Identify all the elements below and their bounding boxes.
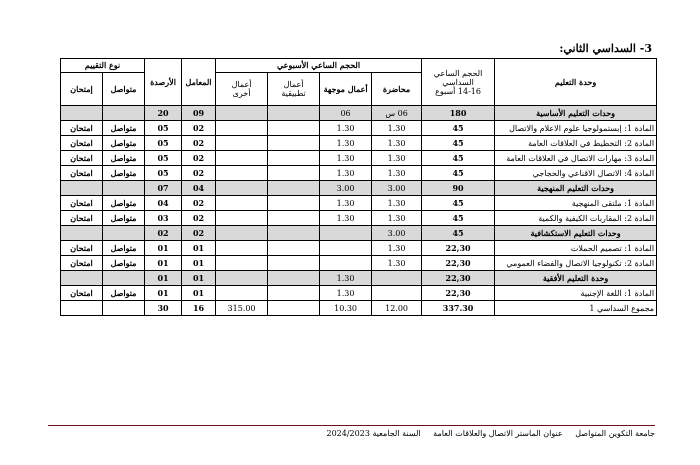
cell-unit: المادة 2: التخطيط في العلاقات العامة [495, 136, 657, 151]
cell-credits: 01 [145, 241, 182, 256]
cell-exam: امتحان [61, 241, 103, 256]
cell-credits: 20 [145, 106, 182, 121]
cell-practical [268, 121, 320, 136]
table-group-row [61, 226, 657, 241]
cell-unit: المادة 1: إبستمولوجيا علوم الاعلام والاتصال [495, 121, 657, 136]
table-row [61, 151, 657, 166]
cell-other [216, 121, 268, 136]
cell-exam: امتحان [61, 166, 103, 181]
cell-lecture: 1.30 [372, 256, 422, 271]
cell-exam [61, 301, 103, 316]
cell-coef: 02 [182, 211, 216, 226]
cell-practical [268, 196, 320, 211]
table-group-row [61, 271, 657, 286]
footer [326, 429, 655, 438]
cell-credits: 05 [145, 151, 182, 166]
cell-cont: متواصل [103, 136, 145, 151]
cell-cont [103, 106, 145, 121]
footer-divider [48, 425, 655, 426]
cell-cont [103, 226, 145, 241]
cell-coef: 01 [182, 286, 216, 301]
section-title: 3- السداسي الثاني: [559, 42, 652, 55]
cell-other: 315.00 [216, 301, 268, 316]
table-group-row [61, 106, 657, 121]
cell-practical [268, 166, 320, 181]
cell-practical [268, 181, 320, 196]
cell-coef: 16 [182, 301, 216, 316]
cell-cont: متواصل [103, 211, 145, 226]
cell-coef: 02 [182, 136, 216, 151]
cell-credits: 01 [145, 256, 182, 271]
cell-tutorial [320, 226, 372, 241]
header-semester-hours [422, 59, 495, 106]
cell-coef: 02 [182, 196, 216, 211]
header-tutorial: أعمال موجهة [320, 73, 372, 106]
cell-tutorial: 1.30 [320, 271, 372, 286]
cell-semester: 45 [422, 196, 495, 211]
curriculum-table [60, 58, 657, 316]
table-row [61, 166, 657, 181]
cell-tutorial: 1.30 [320, 151, 372, 166]
cell-unit: المادة 1: اللغة الإجنبية [495, 286, 657, 301]
cell-unit: المادة 3: مهارات الاتصال في العلاقات العامة [495, 151, 657, 166]
cell-unit: وحدات التعليم الاستكشافية [495, 226, 657, 241]
cell-semester: 22,30 [422, 241, 495, 256]
cell-tutorial: 1.30 [320, 196, 372, 211]
cell-tutorial [320, 256, 372, 271]
cell-lecture: 1.30 [372, 241, 422, 256]
cell-lecture: 06 س [372, 106, 422, 121]
cell-exam [61, 226, 103, 241]
header-semester-hours-line1: الحجم الساعي [433, 68, 483, 78]
cell-coef: 09 [182, 106, 216, 121]
cell-tutorial: 06 [320, 106, 372, 121]
cell-other [216, 106, 268, 121]
cell-other [216, 166, 268, 181]
header-weekly-hours: الحجم الساعي الأسبوعي [216, 59, 422, 73]
cell-credits: 07 [145, 181, 182, 196]
cell-exam [61, 106, 103, 121]
cell-unit: المادة 1: ملتقى المنهجية [495, 196, 657, 211]
cell-semester: 45 [422, 136, 495, 151]
cell-practical [268, 211, 320, 226]
cell-tutorial: 3.00 [320, 181, 372, 196]
table-group-row [61, 181, 657, 196]
header-practical [268, 73, 320, 106]
header-practical-line1: أعمال [283, 80, 304, 89]
cell-practical [268, 136, 320, 151]
cell-semester: 90 [422, 181, 495, 196]
table-row [61, 301, 657, 316]
cell-tutorial: 1.30 [320, 211, 372, 226]
cell-practical [268, 286, 320, 301]
cell-unit: مجموع السداسي 1 [495, 301, 657, 316]
cell-practical [268, 226, 320, 241]
cell-credits: 05 [145, 136, 182, 151]
cell-semester: 22,30 [422, 286, 495, 301]
cell-lecture: 1.30 [372, 136, 422, 151]
cell-coef: 01 [182, 241, 216, 256]
cell-other [216, 226, 268, 241]
cell-lecture [372, 286, 422, 301]
cell-credits: 01 [145, 286, 182, 301]
cell-other [216, 286, 268, 301]
cell-semester: 45 [422, 121, 495, 136]
cell-semester: 45 [422, 226, 495, 241]
cell-cont: متواصل [103, 196, 145, 211]
header-practical-line2: تطبيقية [281, 89, 306, 98]
cell-credits: 05 [145, 121, 182, 136]
cell-cont: متواصل [103, 241, 145, 256]
cell-other [216, 136, 268, 151]
header-other-line1: أعمال [231, 80, 252, 89]
cell-other [216, 211, 268, 226]
cell-lecture: 1.30 [372, 211, 422, 226]
cell-cont [103, 271, 145, 286]
cell-exam: امتحان [61, 256, 103, 271]
table-row [61, 211, 657, 226]
cell-coef: 02 [182, 166, 216, 181]
cell-coef: 02 [182, 151, 216, 166]
footer-university: جامعة التكوين المتواصل [575, 429, 655, 438]
cell-coef: 04 [182, 181, 216, 196]
cell-unit: وحدة التعليم الأفقية [495, 271, 657, 286]
cell-unit: وحدات التعليم المنهجية [495, 181, 657, 196]
cell-exam [61, 271, 103, 286]
cell-other [216, 256, 268, 271]
cell-practical [268, 106, 320, 121]
cell-lecture: 1.30 [372, 151, 422, 166]
cell-coef: 01 [182, 271, 216, 286]
header-semester-hours-line3: 14-16 أسبوع [435, 86, 481, 96]
cell-cont [103, 301, 145, 316]
cell-exam: امتحان [61, 136, 103, 151]
cell-credits: 04 [145, 196, 182, 211]
cell-lecture: 1.30 [372, 196, 422, 211]
cell-cont: متواصل [103, 121, 145, 136]
cell-semester: 45 [422, 151, 495, 166]
table-row [61, 256, 657, 271]
cell-unit: وحدات التعليم الأساسية [495, 106, 657, 121]
table-row [61, 136, 657, 151]
cell-lecture: 1.30 [372, 121, 422, 136]
cell-unit: المادة 4: الاتصال الاقناعي والحجاجي [495, 166, 657, 181]
header-coefficient: المعامل [182, 59, 216, 106]
cell-lecture: 1.30 [372, 166, 422, 181]
cell-tutorial: 1.30 [320, 166, 372, 181]
cell-other [216, 151, 268, 166]
cell-cont [103, 181, 145, 196]
cell-tutorial: 10.30 [320, 301, 372, 316]
cell-tutorial [320, 241, 372, 256]
table-row [61, 196, 657, 211]
cell-lecture: 3.00 [372, 226, 422, 241]
header-continuous: متواصل [103, 73, 145, 106]
cell-coef: 02 [182, 121, 216, 136]
cell-exam [61, 181, 103, 196]
footer-academic-year: السنة الجامعية 2024/2023 [326, 429, 421, 438]
cell-lecture: 3.00 [372, 181, 422, 196]
cell-semester: 22,30 [422, 256, 495, 271]
cell-credits: 02 [145, 226, 182, 241]
cell-semester: 180 [422, 106, 495, 121]
cell-cont: متواصل [103, 166, 145, 181]
cell-unit: المادة 2: المقاربات الكيفية والكمية [495, 211, 657, 226]
cell-credits: 05 [145, 166, 182, 181]
table-row [61, 286, 657, 301]
cell-coef: 02 [182, 226, 216, 241]
cell-cont: متواصل [103, 256, 145, 271]
cell-semester: 22,30 [422, 271, 495, 286]
cell-lecture [372, 271, 422, 286]
cell-lecture: 12.00 [372, 301, 422, 316]
footer-master-title: عنوان الماستر الاتصال والعلاقات العامة [433, 429, 563, 438]
cell-credits: 30 [145, 301, 182, 316]
header-semester-hours-line2: السداسي [442, 77, 474, 87]
cell-tutorial: 1.30 [320, 286, 372, 301]
cell-practical [268, 256, 320, 271]
cell-cont: متواصل [103, 151, 145, 166]
cell-exam: امتحان [61, 121, 103, 136]
header-lecture: محاضرة [372, 73, 422, 106]
cell-exam: امتحان [61, 286, 103, 301]
cell-cont: متواصل [103, 286, 145, 301]
cell-practical [268, 301, 320, 316]
cell-coef: 01 [182, 256, 216, 271]
table-row [61, 121, 657, 136]
cell-semester: 45 [422, 211, 495, 226]
header-other-line2: أخرى [232, 89, 251, 98]
cell-semester: 337.30 [422, 301, 495, 316]
header-unit: وحدة التعليم [495, 59, 657, 106]
header-credits: الأرصدة [145, 59, 182, 106]
header-other [216, 73, 268, 106]
cell-exam: امتحان [61, 196, 103, 211]
table-row [61, 241, 657, 256]
cell-unit: المادة 2: تكنولوجيا الاتصال والفضاء العمومي [495, 256, 657, 271]
cell-practical [268, 271, 320, 286]
cell-practical [268, 151, 320, 166]
cell-tutorial: 1.30 [320, 136, 372, 151]
cell-other [216, 181, 268, 196]
cell-tutorial: 1.30 [320, 121, 372, 136]
cell-practical [268, 241, 320, 256]
cell-other [216, 196, 268, 211]
cell-exam: امتحان [61, 151, 103, 166]
header-exam: إمتحان [61, 73, 103, 106]
cell-other [216, 241, 268, 256]
cell-credits: 03 [145, 211, 182, 226]
cell-unit: المادة 1: تصميم الحملات [495, 241, 657, 256]
cell-exam: امتحان [61, 211, 103, 226]
cell-credits: 01 [145, 271, 182, 286]
header-eval-type: نوع التقييم [61, 59, 145, 73]
cell-other [216, 271, 268, 286]
cell-semester: 45 [422, 166, 495, 181]
